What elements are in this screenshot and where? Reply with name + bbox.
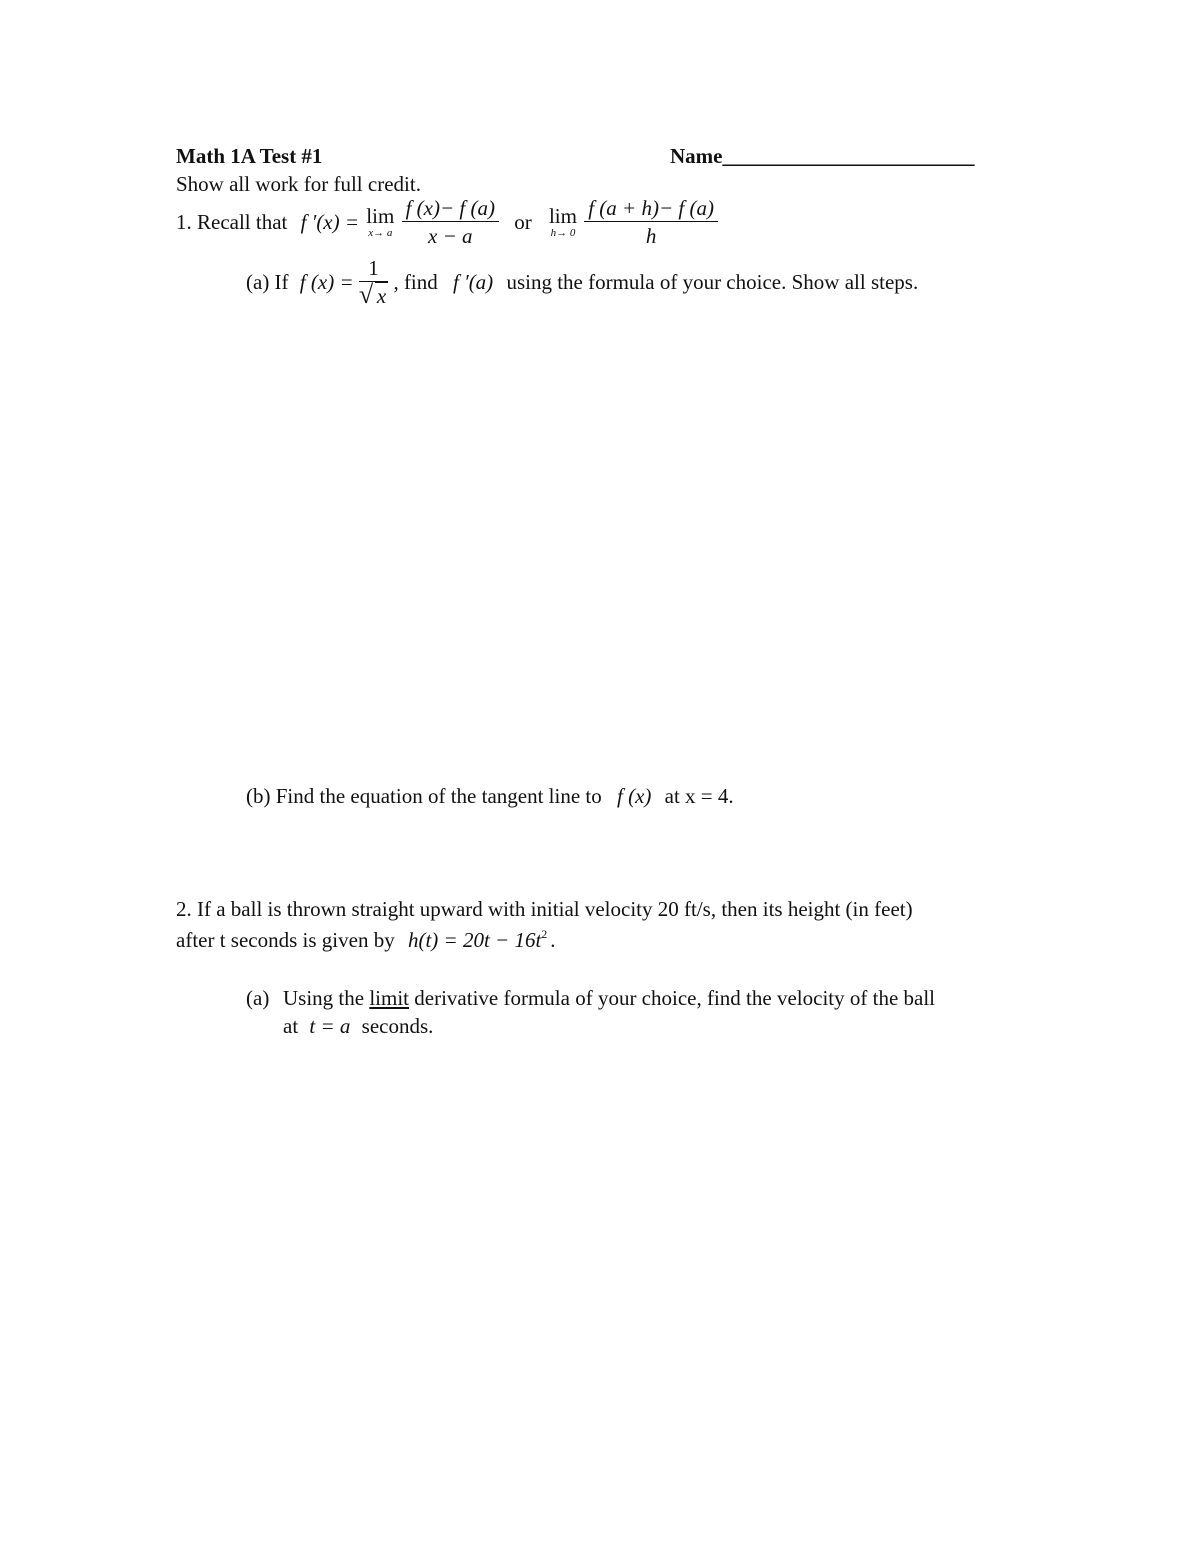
part-b-text: (b) Find the equation of the tangent line to xyxy=(246,784,602,808)
lim-subscript: x→ a xyxy=(368,227,393,239)
problem-2a-line-1 xyxy=(283,988,935,1009)
exponent: 2 xyxy=(541,927,548,941)
problem-2a-label: (a) xyxy=(246,986,270,1010)
one-over-root-x xyxy=(359,258,388,307)
fraction-denominator: h xyxy=(645,224,657,248)
problem-2-line-1: 2. If a ball is thrown straight upward with initial velocity 20 ft/s, then its height (in feet) xyxy=(176,897,913,921)
problem-1-intro: 1. Recall that xyxy=(176,210,288,234)
test-title: Math 1A Test #1 xyxy=(176,144,323,168)
lim-subscript: h→ 0 xyxy=(550,227,576,239)
problem-2a-line-2 xyxy=(283,1016,433,1037)
problem-2-line-2 xyxy=(176,928,556,951)
lim-word: lim xyxy=(548,204,577,228)
part-a-text-pre: Using the xyxy=(283,986,365,1010)
instructions: Show all work for full credit. xyxy=(176,172,421,196)
or-word: or xyxy=(514,210,532,234)
fraction-numerator: 1 xyxy=(359,258,388,282)
part-a-text-post: derivative formula of your choice, find the velocity of the ball xyxy=(414,986,935,1010)
t-equals-a: t = a xyxy=(309,1014,351,1038)
difference-quotient-1 xyxy=(402,198,499,247)
height-function: h(t) = 20t − 16t xyxy=(407,928,542,952)
lim-word: lim xyxy=(366,204,395,228)
limit-x-to-a xyxy=(366,206,394,239)
fprime-x: f ′(x) = xyxy=(300,210,360,234)
seconds-word: seconds. xyxy=(361,1014,434,1038)
fraction-denominator: x − a xyxy=(428,224,473,248)
part-a-instructions: using the formula of your choice. Show all steps. xyxy=(506,270,919,294)
problem-2-given: after t seconds is given by xyxy=(176,928,395,952)
part-label: (a) If xyxy=(246,270,289,294)
at-word: at xyxy=(283,1014,299,1038)
part-b-point: at x = 4. xyxy=(664,784,734,808)
period: . xyxy=(550,928,556,952)
radicand: x xyxy=(376,284,387,308)
name-field-label: Name________________________ xyxy=(670,144,975,168)
difference-quotient-2 xyxy=(584,198,718,247)
fx-equals: f (x) = xyxy=(299,270,354,294)
limit-h-to-0 xyxy=(549,206,577,239)
limit-underlined: limit xyxy=(369,986,410,1010)
problem-1-definition xyxy=(176,198,718,247)
problem-1b xyxy=(246,786,734,807)
square-root xyxy=(358,280,388,309)
problem-1a xyxy=(246,258,918,307)
find-word: , find xyxy=(393,270,438,294)
fraction-numerator: f (x)− f (a) xyxy=(402,198,499,222)
fx: f (x) xyxy=(617,784,652,808)
fprime-a: f ′(a) xyxy=(453,270,494,294)
radical-sign: √ xyxy=(358,280,374,309)
fraction-numerator: f (a + h)− f (a) xyxy=(584,198,718,222)
fraction-denominator xyxy=(359,282,388,307)
